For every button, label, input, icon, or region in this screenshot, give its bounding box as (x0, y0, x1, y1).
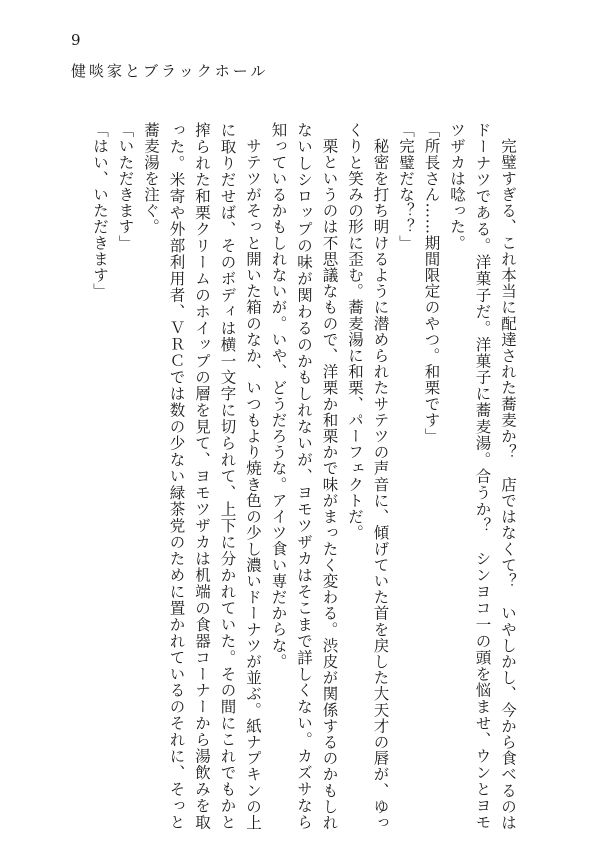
chapter-title: 健啖家とブラックホール (71, 62, 269, 80)
paragraph: 完璧すぎる、これ本当に配達された蕎麦か？ 店ではなくて？ いやしかし、今から食べるのはドーナツである。洋菓子だ。洋菓子に蕎麦湯。合うか？ シンヨコ一の頭を悩ませ、ウンとヨモツザカは唸った。 (448, 122, 517, 830)
paragraph: 秘密を打ち明けるように潜められたサテツの声音に、傾げていた首を戻した大天才の唇が、ゆっくりと笑みの形に歪む。蕎麦湯に和栗、パーフェクトだ。 (346, 122, 390, 830)
dialogue-line: 「はい、いただきます」 (91, 122, 109, 300)
paragraph: サテツがそっと開いた箱のなか、いつもより焼き色の少し濃いドーナツが並ぶ。紙ナプキンの上に取りだせば、そのボディは横一文字に切られて、上下に分かれていた。その間にこれでもかと搾られた和栗クリームのホイップの層を見て、ヨモツザカは机端の食器コーナーから湯飲みを取った。米寄や外部利用者、ＶＲＣでは数の少ない緑茶党のために置かれているのそれに、そっと蕎麦湯を注ぐ。 (142, 122, 262, 830)
dialogue-line: 「所長さん……期間限定のやつ。和栗です」 (422, 122, 441, 444)
dialogue-line: 「完璧だな？？」 (397, 122, 415, 251)
paragraph: 栗というのは不思議なもので、洋栗か和栗かで味がまったく変わる。渋皮が関係するのかもしれないしシロップの味が関わるのかもしれないが、ヨモツザカはそこまで詳しくない。カズサなら知っているかもしれないが。いや、どうだろうな。アイツ食い専だからな。 (269, 122, 339, 830)
page-number: 9 (71, 31, 81, 49)
dialogue-line: 「いただきます」 (116, 122, 135, 251)
body-text (60, 122, 520, 830)
